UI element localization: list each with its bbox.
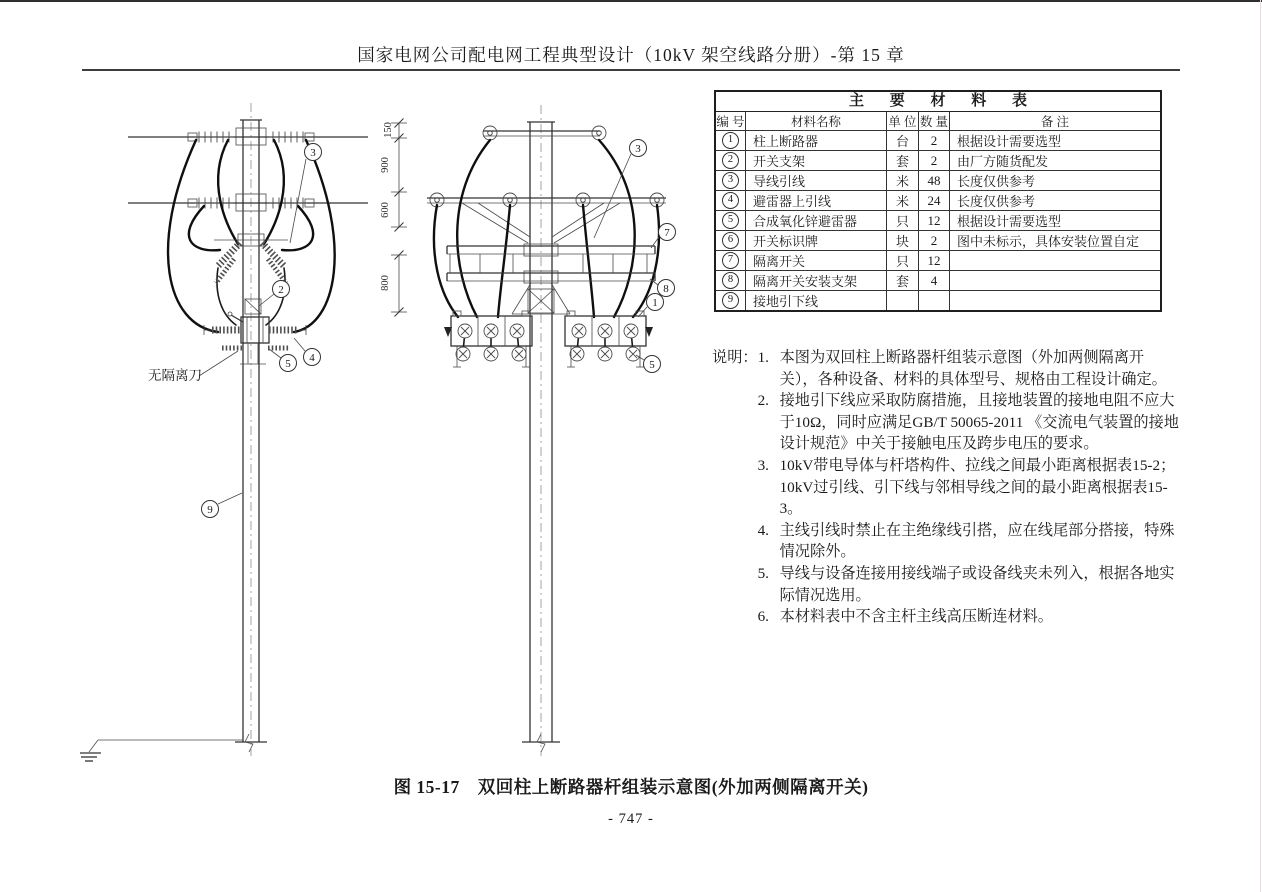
material-note: 根据设计需要选型 [957,134,1062,149]
material-name: 避雷器上引线 [746,191,887,210]
pole-break-mark [245,734,253,752]
material-name: 隔离开关 [746,251,887,270]
table-row [716,211,1160,231]
material-qty: 2 [919,131,950,150]
note-item: 6. 本材料表中不含主杆主线高压断连材料。 [757,608,1053,626]
material-unit: 套 [887,271,919,290]
row-number-badge: 4 [722,192,739,209]
material-qty [919,291,950,310]
figure-caption: 图 15-17 双回柱上断路器杆组装示意图(外加两侧隔离开关) [393,777,869,797]
callout-7-front [651,224,676,249]
table-row [716,251,1160,271]
material-note [950,291,1160,310]
col-header-qty: 数 量 [919,112,950,130]
row-number-badge: 1 [722,132,739,149]
material-name: 柱上断路器 [746,131,887,150]
materials-table-body [716,131,1160,310]
svg-text:5: 5 [285,358,291,370]
row-number-badge: 3 [722,172,739,189]
circuit-breaker-left-box [444,311,532,367]
dim-900: 900 [380,157,391,173]
header-rule [82,69,1180,71]
row-number-badge: 2 [722,152,739,169]
header-title: 国家电网公司配电网工程典型设计（10kV 架空线路分册）-第 15 章 [357,45,905,65]
material-unit [887,291,919,310]
pole-side [235,103,267,756]
dim-800: 800 [380,275,391,291]
callout-3-front [594,140,647,239]
table-row [716,231,1160,251]
material-note: 长度仅供参考 [957,194,1036,209]
ground-symbol [80,740,243,761]
note-item: 2. 接地引下线应采取防腐措施，且接地装置的接地电阻不应大于10Ω，同时应满足GB/T 50065-2011 《交流电气装置的接地设计规范》中关于接触电压及跨步电压的要求。 [757,392,1179,453]
material-name: 开关支架 [746,151,887,170]
svg-text:3: 3 [310,147,316,159]
material-qty: 24 [919,191,950,210]
no-isolator-label: 无隔离刀 [148,368,202,383]
svg-text:4: 4 [309,352,315,364]
material-note [950,251,1160,270]
insulator-string [195,198,233,209]
dimension-chain [380,119,407,317]
material-unit: 米 [887,191,919,210]
note-item: 1. 本图为双回柱上断路器杆组装示意图（外加两侧隔离开关），各种设备、材料的具体型号、规格由工程设计确定。 [757,349,1167,388]
material-unit: 只 [887,211,919,230]
material-note [950,271,1160,290]
notes-list [758,347,1180,628]
svg-text:2: 2 [278,284,284,296]
isolator-rails [447,244,655,283]
table-row [716,191,1160,211]
callout-3-side [290,144,322,244]
col-header-name: 材料名称 [746,112,887,130]
table-row [716,171,1160,191]
front-view-drawing [427,105,676,756]
material-qty: 12 [919,211,950,230]
material-name: 接地引下线 [746,291,887,310]
material-qty: 4 [919,271,950,290]
svg-text:8: 8 [663,283,669,295]
table-row [716,151,1160,171]
callout-5-side [269,349,297,372]
page-top-border [0,0,1262,2]
pole-assembly-drawing [80,85,770,775]
svg-text:7: 7 [664,227,670,239]
circuit-breaker-side [204,299,306,364]
svg-text:3: 3 [635,143,641,155]
svg-text:5: 5 [649,359,655,371]
table-row [716,271,1160,291]
page-number: - 747 - [608,811,654,827]
material-note: 根据设计需要选型 [957,214,1062,229]
callout-4-side [294,338,321,366]
dim-150: 150 [383,122,394,138]
material-unit: 只 [887,251,919,270]
side-view-drawing [80,103,407,761]
material-name: 隔离开关安装支架 [746,271,887,290]
insulator-string [269,198,307,209]
material-note: 长度仅供参考 [957,174,1036,189]
row-number-badge: 8 [722,272,739,289]
row-number-badge: 9 [722,292,739,309]
material-qty: 12 [919,251,950,270]
svg-text:9: 9 [207,504,213,516]
notes-label: 说明： [712,349,758,366]
material-unit: 套 [887,151,919,170]
col-header-no: 编 号 [716,112,746,130]
table-row [716,131,1160,151]
callout-9-side [202,493,243,518]
material-name: 开关标识牌 [746,231,887,250]
circuit-breaker-right-box [565,311,653,367]
material-name: 合成氧化锌避雷器 [746,211,887,230]
dim-600: 600 [380,202,391,218]
material-note: 由厂方随货配发 [957,154,1049,169]
material-note: 图中未标示，具体安装位置自定 [957,234,1140,249]
material-unit: 块 [887,231,919,250]
notes-section [712,347,1180,628]
row-number-badge: 7 [722,252,739,269]
materials-table-header [716,112,1160,131]
material-qty: 2 [919,231,950,250]
materials-table-title: 主 要 材 料 表 [716,92,1160,112]
svg-text:1: 1 [652,297,658,309]
material-name: 导线引线 [746,171,887,190]
row-number-badge: 6 [722,232,739,249]
page-right-border [1260,0,1261,892]
col-header-unit: 单 位 [887,112,919,130]
material-qty: 48 [919,171,950,190]
materials-table [714,90,1162,312]
top-crossarm-front [483,126,606,140]
material-qty: 2 [919,151,950,170]
col-header-note: 备 注 [1040,115,1070,129]
row-number-badge: 5 [722,212,739,229]
note-item: 4. 主线引线时禁止在主绝缘线引搭，应在线尾部分搭接，特殊情况除外。 [757,521,1175,561]
note-item: 3. 10kV带电导体与杆塔构件、拉线之间最小距离根据表15-2；10kV过引线、引下线与邻相导线之间的最小距离根据表15-3。 [757,456,1176,518]
table-row [716,291,1160,310]
note-item: 5. 导线与设备连接用接线端子或设备线夹未列入，根据各地实际情况选用。 [757,564,1175,604]
material-unit: 台 [887,131,919,150]
material-unit: 米 [887,171,919,190]
callout-2-side [259,281,290,307]
